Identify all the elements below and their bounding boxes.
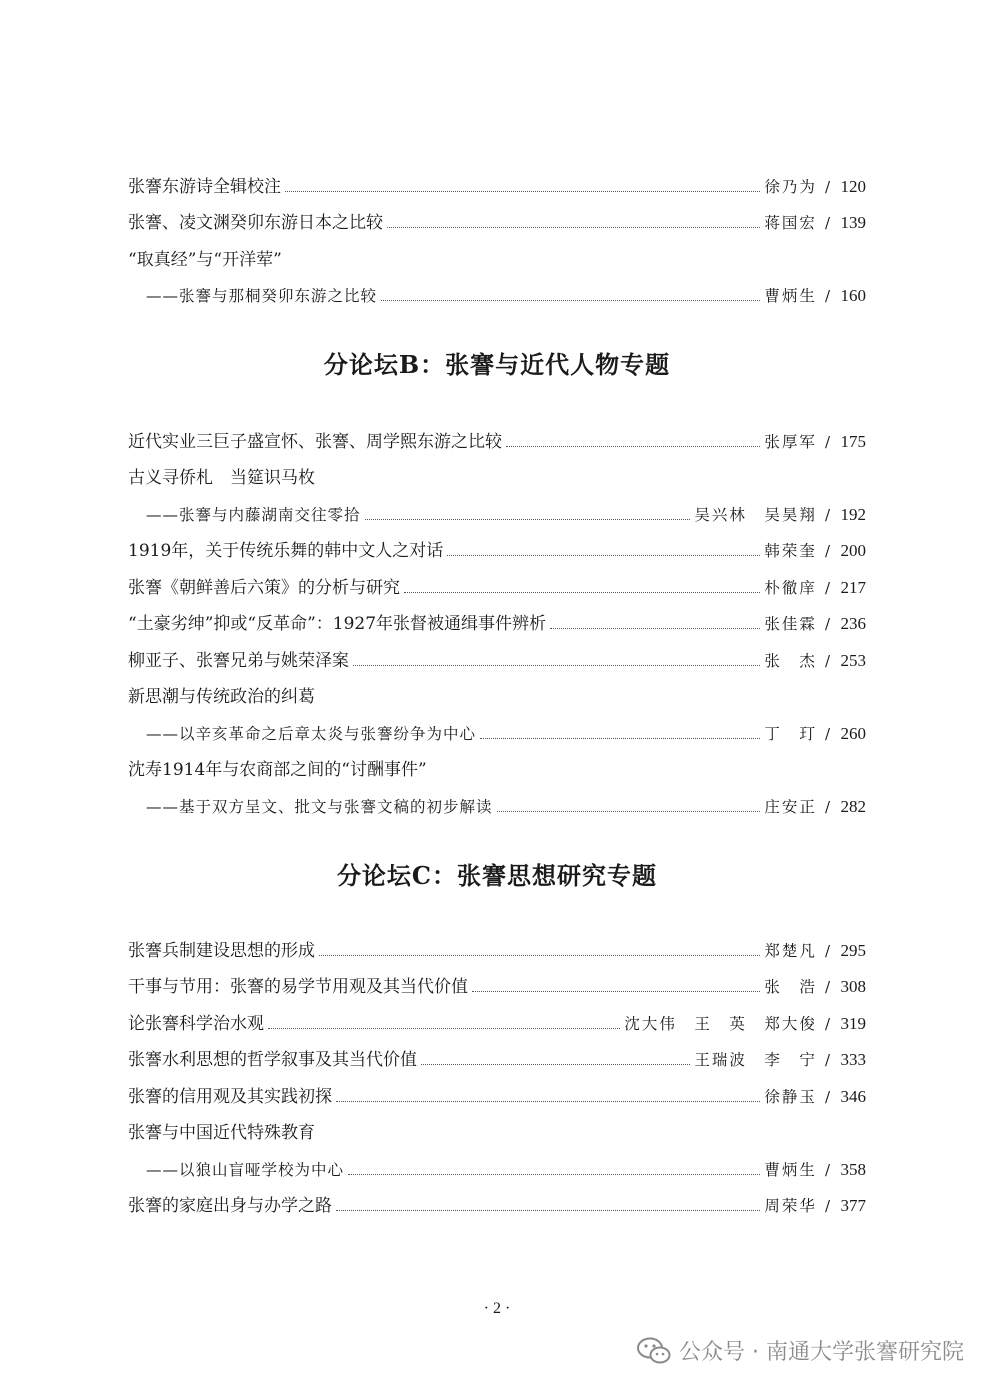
toc-section-b [128,415,866,817]
dot-leader [387,227,760,228]
separator-slash: / [824,542,830,560]
toc-author: 徐静玉 [764,1087,817,1106]
toc-entry-row [128,671,866,708]
separator-slash: / [824,651,830,670]
toc-entry-row [128,561,866,598]
toc-author: 韩荣奎 [764,542,817,560]
toc-title: 近代实业三巨子盛宣怀、张謇、周学熙东游之比较 [128,431,502,452]
toc-author: 沈大伟 王 英 郑大俊 [624,1014,817,1033]
toc-page-number: 308 [840,977,866,996]
toc-entry-row [128,744,866,781]
separator-slash: / [824,1160,830,1179]
toc-author: 张佳霖 [764,615,817,633]
toc-page-number: 295 [840,940,866,960]
toc-page-number: 333 [840,1050,866,1069]
dot-leader [319,955,760,956]
toc-page-number: 260 [840,723,866,743]
toc-subtitle-row [128,270,866,307]
toc-page-number: 200 [840,541,866,560]
toc-author: 张 浩 [764,978,817,996]
wechat-icon [637,1337,671,1365]
toc-title: 新思潮与传统政治的纠葛 [128,687,315,707]
toc-author: 曹炳生 [764,1160,817,1179]
separator-slash: / [824,797,830,816]
watermark-text: 公众号 · 南通大学张謇研究院 [679,1340,964,1365]
toc-subtitle-row [128,780,866,817]
dot-leader [353,665,760,666]
section-c-heading: 分论坛C：张謇思想研究专题 [336,861,658,890]
separator-slash: / [824,177,830,196]
separator-slash: / [824,941,830,960]
toc-entry-row [128,1034,866,1071]
toc-title: 沈寿1914年与农商部之间的“讨酬事件” [128,760,427,780]
separator-slash: / [824,1014,830,1033]
toc-title: 张謇《朝鲜善后六策》的分析与研究 [128,577,400,598]
toc-title: 1919年，关于传统乐舞的韩中文人之对话 [128,541,444,561]
separator-slash: / [824,1051,830,1069]
separator-slash: / [824,1087,830,1106]
toc-author: 王瑞波 李 宁 [694,1051,817,1069]
toc-title: 古义寻侨札 当筵识马枚 [128,468,315,488]
toc-entry-row [128,924,866,961]
toc-page-number: 175 [840,431,866,451]
toc-section-c [128,924,866,1216]
dot-leader [285,191,760,192]
dot-leader [381,300,760,301]
toc-subtitle: ——张謇与内藤湖南交往零拾 [146,505,361,524]
toc-subtitle: ——基于双方呈文、批文与张謇文稿的初步解读 [146,797,493,816]
toc-author: 吴兴林 吴昊翔 [694,505,817,524]
toc-author: 郑楚凡 [764,941,817,960]
toc-page-number: 236 [840,614,866,633]
separator-slash: / [824,287,830,305]
toc-title: 柳亚子、张謇兄弟与姚荣泽案 [128,650,349,671]
toc-entry-row [128,1180,866,1217]
separator-slash: / [824,724,830,743]
toc-section-a [128,160,866,306]
toc-title: 张謇与中国近代特殊教育 [128,1123,315,1143]
toc-author: 蒋国宏 [764,214,817,232]
dot-leader [404,592,760,593]
toc-page-number: 377 [840,1196,866,1215]
toc-subtitle: ——以辛亥革命之后章太炎与张謇纷争为中心 [146,724,477,743]
toc-page-number: 346 [840,1086,866,1106]
dot-leader [365,519,691,520]
dot-leader [497,811,761,812]
dot-leader [550,628,760,629]
toc-entry-row [128,197,866,234]
separator-slash: / [824,1197,830,1215]
separator-slash: / [824,214,830,232]
toc-title: 张謇的信用观及其实践初探 [128,1086,332,1107]
dot-leader [472,991,760,992]
page-number: · 2 · [483,1300,511,1317]
toc-entry-row [128,634,866,671]
toc-entry-row [128,1107,866,1144]
dot-leader [336,1210,760,1211]
toc-subtitle-row [128,488,866,525]
toc-subtitle-row [128,1143,866,1180]
toc-entry-row [128,961,866,998]
dot-leader [348,1174,760,1175]
toc-title: 张謇东游诗全辑校注 [128,176,281,197]
separator-slash: / [824,578,830,597]
section-b-heading: 分论坛B：张謇与近代人物专题 [323,350,671,379]
separator-slash: / [824,978,830,996]
toc-page-number: 192 [840,504,866,524]
toc-page-number: 160 [840,286,866,305]
toc-entry-row [128,997,866,1034]
dot-leader [421,1064,690,1065]
dot-leader [480,738,760,739]
toc-title: “取真经”与“开洋荤” [128,249,282,270]
toc-entry-row [128,525,866,562]
toc-author: 张厚军 [764,432,817,451]
toc-subtitle: ——张謇与那桐癸卯东游之比较 [146,287,378,305]
toc-title: 张謇的家庭出身与办学之路 [128,1196,332,1216]
toc-page-number: 217 [840,577,866,597]
toc-title: 论张謇科学治水观 [128,1013,264,1034]
toc-page-number: 139 [840,213,866,232]
toc-entry-row [128,160,866,197]
toc-subtitle: ——以狼山盲哑学校为中心 [146,1160,345,1179]
watermark [637,1335,964,1366]
dot-leader [447,555,760,556]
toc-title: “土豪劣绅”抑或“反革命”：1927年张督被通缉事件辨析 [128,614,547,634]
separator-slash: / [824,615,830,633]
toc-author: 曹炳生 [764,287,817,305]
toc-entry-row [128,452,866,489]
dot-leader [268,1028,620,1029]
toc-title: 干事与节用：张謇的易学节用观及其当代价值 [128,977,468,997]
toc-page-number: 120 [840,176,866,196]
separator-slash: / [824,432,830,451]
separator-slash: / [824,505,830,524]
toc-subtitle-row [128,707,866,744]
toc-author: 朴徹庠 [764,578,817,597]
toc-title: 张謇水利思想的哲学叙事及其当代价值 [128,1050,417,1070]
toc-entry-row [128,598,866,635]
toc-entry-row [128,233,866,270]
toc-page-number: 358 [840,1159,866,1179]
dot-leader [506,446,760,447]
toc-author: 周荣华 [764,1197,817,1215]
toc-author: 徐乃为 [764,177,817,196]
toc-page-number: 319 [840,1013,866,1033]
toc-author: 丁 玎 [764,724,817,743]
toc-author: 庄安正 [764,797,817,816]
toc-title: 张謇、凌文渊癸卯东游日本之比较 [128,213,383,233]
toc-entry-row [128,415,866,452]
dot-leader [336,1101,760,1102]
toc-page-number: 253 [840,650,866,670]
toc-title: 张謇兵制建设思想的形成 [128,940,315,961]
toc-entry-row [128,1070,866,1107]
toc-author: 张 杰 [764,651,817,670]
toc-page-number: 282 [840,796,866,816]
